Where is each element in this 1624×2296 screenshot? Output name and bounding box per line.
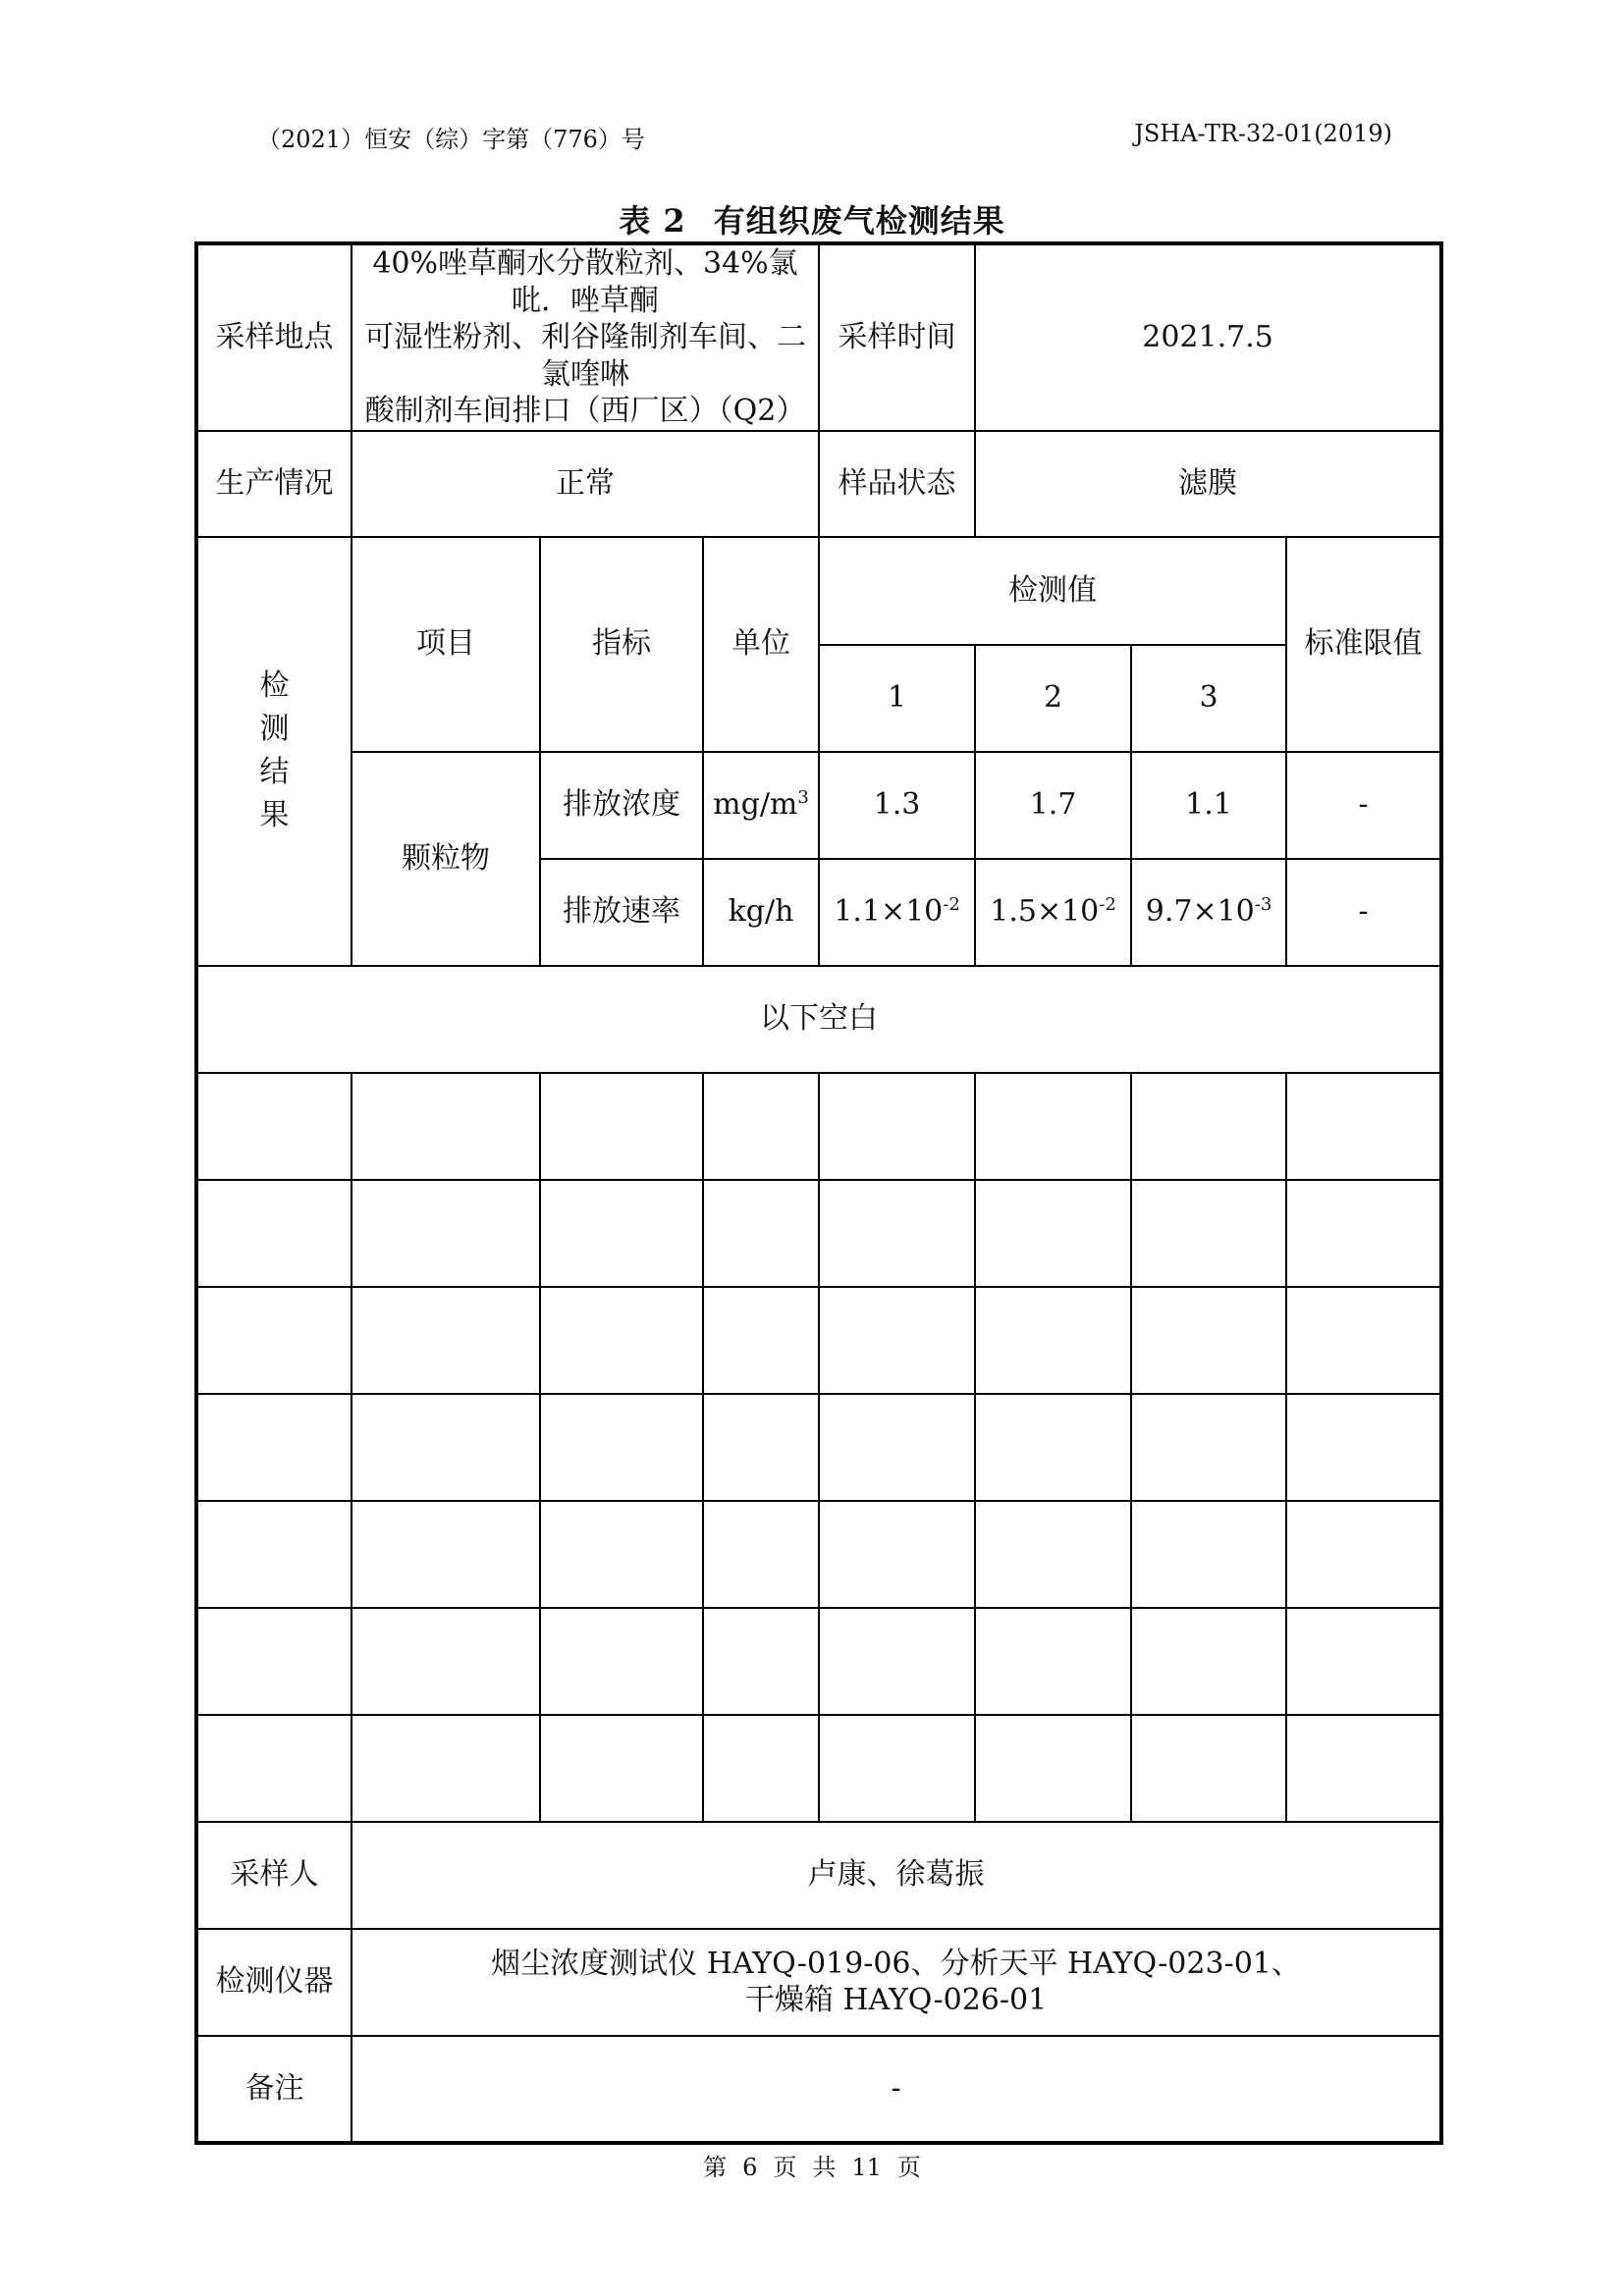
sample-number: 1 <box>819 645 975 752</box>
column-header-index: 指标 <box>540 537 703 752</box>
empty-cell <box>1131 1715 1286 1822</box>
page-label: 第 <box>703 2154 728 2181</box>
empty-cell <box>196 1180 352 1287</box>
site-line: 酸制剂车间排口（西厂区）（Q2） <box>364 394 806 428</box>
section-char: 测 <box>259 712 290 746</box>
empty-cell <box>196 1501 352 1608</box>
value-base: 1.1×10 <box>834 894 944 930</box>
empty-cell <box>1286 1394 1441 1501</box>
blank-note: 以下空白 <box>196 966 1441 1073</box>
instruments-line: 烟尘浓度测试仪 HAYQ-019-06、分析天平 HAYQ-023-01、 <box>491 1946 1301 1981</box>
exhaust-gas-results-table <box>194 241 1443 2145</box>
sampler-value: 卢康、徐葛振 <box>352 1822 1441 1929</box>
site-row <box>196 243 1441 431</box>
column-header-limit: 标准限值 <box>1286 537 1441 752</box>
empty-cell <box>975 1715 1131 1822</box>
empty-cell <box>975 1287 1131 1394</box>
item-name: 颗粒物 <box>352 752 540 966</box>
empty-cell <box>819 1715 975 1822</box>
unit-exponent: 3 <box>797 787 809 809</box>
sample-number: 3 <box>1131 645 1286 752</box>
empty-cell <box>196 1608 352 1715</box>
index-name: 排放速率 <box>540 859 703 966</box>
unit-base: kg/h <box>728 894 794 930</box>
production-value: 正常 <box>352 431 819 537</box>
empty-row <box>196 1073 1441 1180</box>
instruments-row <box>196 1929 1441 2036</box>
empty-cell <box>352 1180 540 1287</box>
unit-cell <box>703 752 819 859</box>
empty-cell <box>1131 1501 1286 1608</box>
empty-cell <box>1286 1180 1441 1287</box>
empty-cell <box>1286 1287 1441 1394</box>
empty-cell <box>819 1073 975 1180</box>
empty-cell <box>1131 1180 1286 1287</box>
index-name: 排放浓度 <box>540 752 703 859</box>
remarks-label: 备注 <box>196 2036 352 2143</box>
empty-row <box>196 1287 1441 1394</box>
instruments-label: 检测仪器 <box>196 1929 352 2036</box>
value-base: 1.3 <box>873 787 921 823</box>
empty-cell <box>352 1287 540 1394</box>
page-unit: 页 <box>773 2154 797 2181</box>
sampler-label: 采样人 <box>196 1822 352 1929</box>
production-row <box>196 431 1441 537</box>
table-number: 表 2 <box>619 202 686 240</box>
empty-cell <box>819 1287 975 1394</box>
blank-note-row <box>196 966 1441 1073</box>
measured-value <box>1131 859 1286 966</box>
empty-cell <box>819 1501 975 1608</box>
empty-row <box>196 1501 1441 1608</box>
empty-cell <box>1131 1287 1286 1394</box>
empty-cell <box>1131 1073 1286 1180</box>
section-char: 果 <box>259 798 290 832</box>
empty-cell <box>540 1073 703 1180</box>
remarks-row <box>196 2036 1441 2143</box>
empty-row <box>196 1608 1441 1715</box>
empty-cell <box>1286 1073 1441 1180</box>
unit-cell <box>703 859 819 966</box>
empty-cell <box>352 1394 540 1501</box>
empty-cell <box>540 1715 703 1822</box>
section-char: 检 <box>259 668 290 703</box>
empty-cell <box>196 1394 352 1501</box>
empty-cell <box>540 1287 703 1394</box>
total-label: 共 <box>812 2154 837 2181</box>
value-exponent: -2 <box>1099 894 1116 916</box>
measured-value <box>975 859 1131 966</box>
measured-value <box>1131 752 1286 859</box>
empty-cell <box>1286 1501 1441 1608</box>
empty-cell <box>703 1287 819 1394</box>
empty-cell <box>819 1608 975 1715</box>
measured-value <box>819 752 975 859</box>
empty-cell <box>703 1073 819 1180</box>
instruments-line: 干燥箱 HAYQ-026-01 <box>744 1983 1048 2017</box>
empty-cell <box>540 1394 703 1501</box>
empty-cell <box>196 1715 352 1822</box>
instruments-value <box>352 1929 1441 2036</box>
value-base: 1.5×10 <box>990 894 1100 930</box>
remarks-value: - <box>352 2036 1441 2143</box>
site-line: 40%唑草酮水分散粒剂、34%氯吡．唑草酮 <box>372 246 798 318</box>
table-title <box>0 196 1624 241</box>
empty-cell <box>1286 1608 1441 1715</box>
empty-cell <box>819 1394 975 1501</box>
empty-cell <box>352 1073 540 1180</box>
empty-cell <box>540 1501 703 1608</box>
empty-cell <box>703 1715 819 1822</box>
empty-cell <box>703 1501 819 1608</box>
sampling-time-value: 2021.7.5 <box>975 243 1441 431</box>
document-code: JSHA-TR-32-01(2019) <box>1134 120 1392 147</box>
empty-cell <box>975 1501 1131 1608</box>
empty-cell <box>975 1608 1131 1715</box>
column-header-unit: 单位 <box>703 537 819 752</box>
empty-cell <box>819 1180 975 1287</box>
page-footer <box>0 2148 1624 2182</box>
unit-base: mg/m <box>713 787 798 823</box>
empty-cell <box>1131 1394 1286 1501</box>
empty-cell <box>975 1073 1131 1180</box>
empty-cell <box>975 1394 1131 1501</box>
value-exponent: -2 <box>943 894 960 916</box>
limit-value: - <box>1286 859 1441 966</box>
measured-value <box>975 752 1131 859</box>
empty-cell <box>1286 1715 1441 1822</box>
sampler-row <box>196 1822 1441 1929</box>
measured-value <box>819 859 975 966</box>
empty-row <box>196 1394 1441 1501</box>
total-pages: 11 <box>851 2154 882 2181</box>
value-base: 1.7 <box>1029 787 1077 823</box>
site-value <box>352 243 819 431</box>
production-label: 生产情况 <box>196 431 352 537</box>
site-line: 可湿性粉剂、利谷隆制剂车间、二氯喹啉 <box>364 320 807 392</box>
total-unit: 页 <box>896 2154 921 2181</box>
empty-cell <box>352 1715 540 1822</box>
page-number: 6 <box>742 2154 758 2181</box>
table-row <box>196 752 1441 859</box>
empty-cell <box>540 1180 703 1287</box>
empty-cell <box>703 1394 819 1501</box>
sampling-time-label: 采样时间 <box>819 243 975 431</box>
limit-value: - <box>1286 752 1441 859</box>
column-header-item: 项目 <box>352 537 540 752</box>
empty-cell <box>975 1180 1131 1287</box>
sample-state-value: 滤膜 <box>975 431 1441 537</box>
sample-state-label: 样品状态 <box>819 431 975 537</box>
value-base: 9.7×10 <box>1145 894 1255 930</box>
empty-cell <box>196 1287 352 1394</box>
empty-cell <box>352 1608 540 1715</box>
sample-number: 2 <box>975 645 1131 752</box>
results-section-label <box>196 537 352 966</box>
report-number: （2021）恒安（综）字第（776）号 <box>257 126 645 153</box>
section-char: 结 <box>259 755 290 789</box>
empty-cell <box>703 1180 819 1287</box>
empty-cell <box>1131 1608 1286 1715</box>
empty-cell <box>703 1608 819 1715</box>
empty-cell <box>540 1608 703 1715</box>
empty-cell <box>196 1073 352 1180</box>
site-label: 采样地点 <box>196 243 352 431</box>
empty-row <box>196 1715 1441 1822</box>
column-header-measured: 检测值 <box>819 537 1286 645</box>
value-base: 1.1 <box>1185 787 1232 823</box>
value-exponent: -3 <box>1254 894 1272 916</box>
empty-row <box>196 1180 1441 1287</box>
results-header-row <box>196 537 1441 645</box>
table-title-text: 有组织废气检测结果 <box>713 202 1005 240</box>
empty-cell <box>352 1501 540 1608</box>
